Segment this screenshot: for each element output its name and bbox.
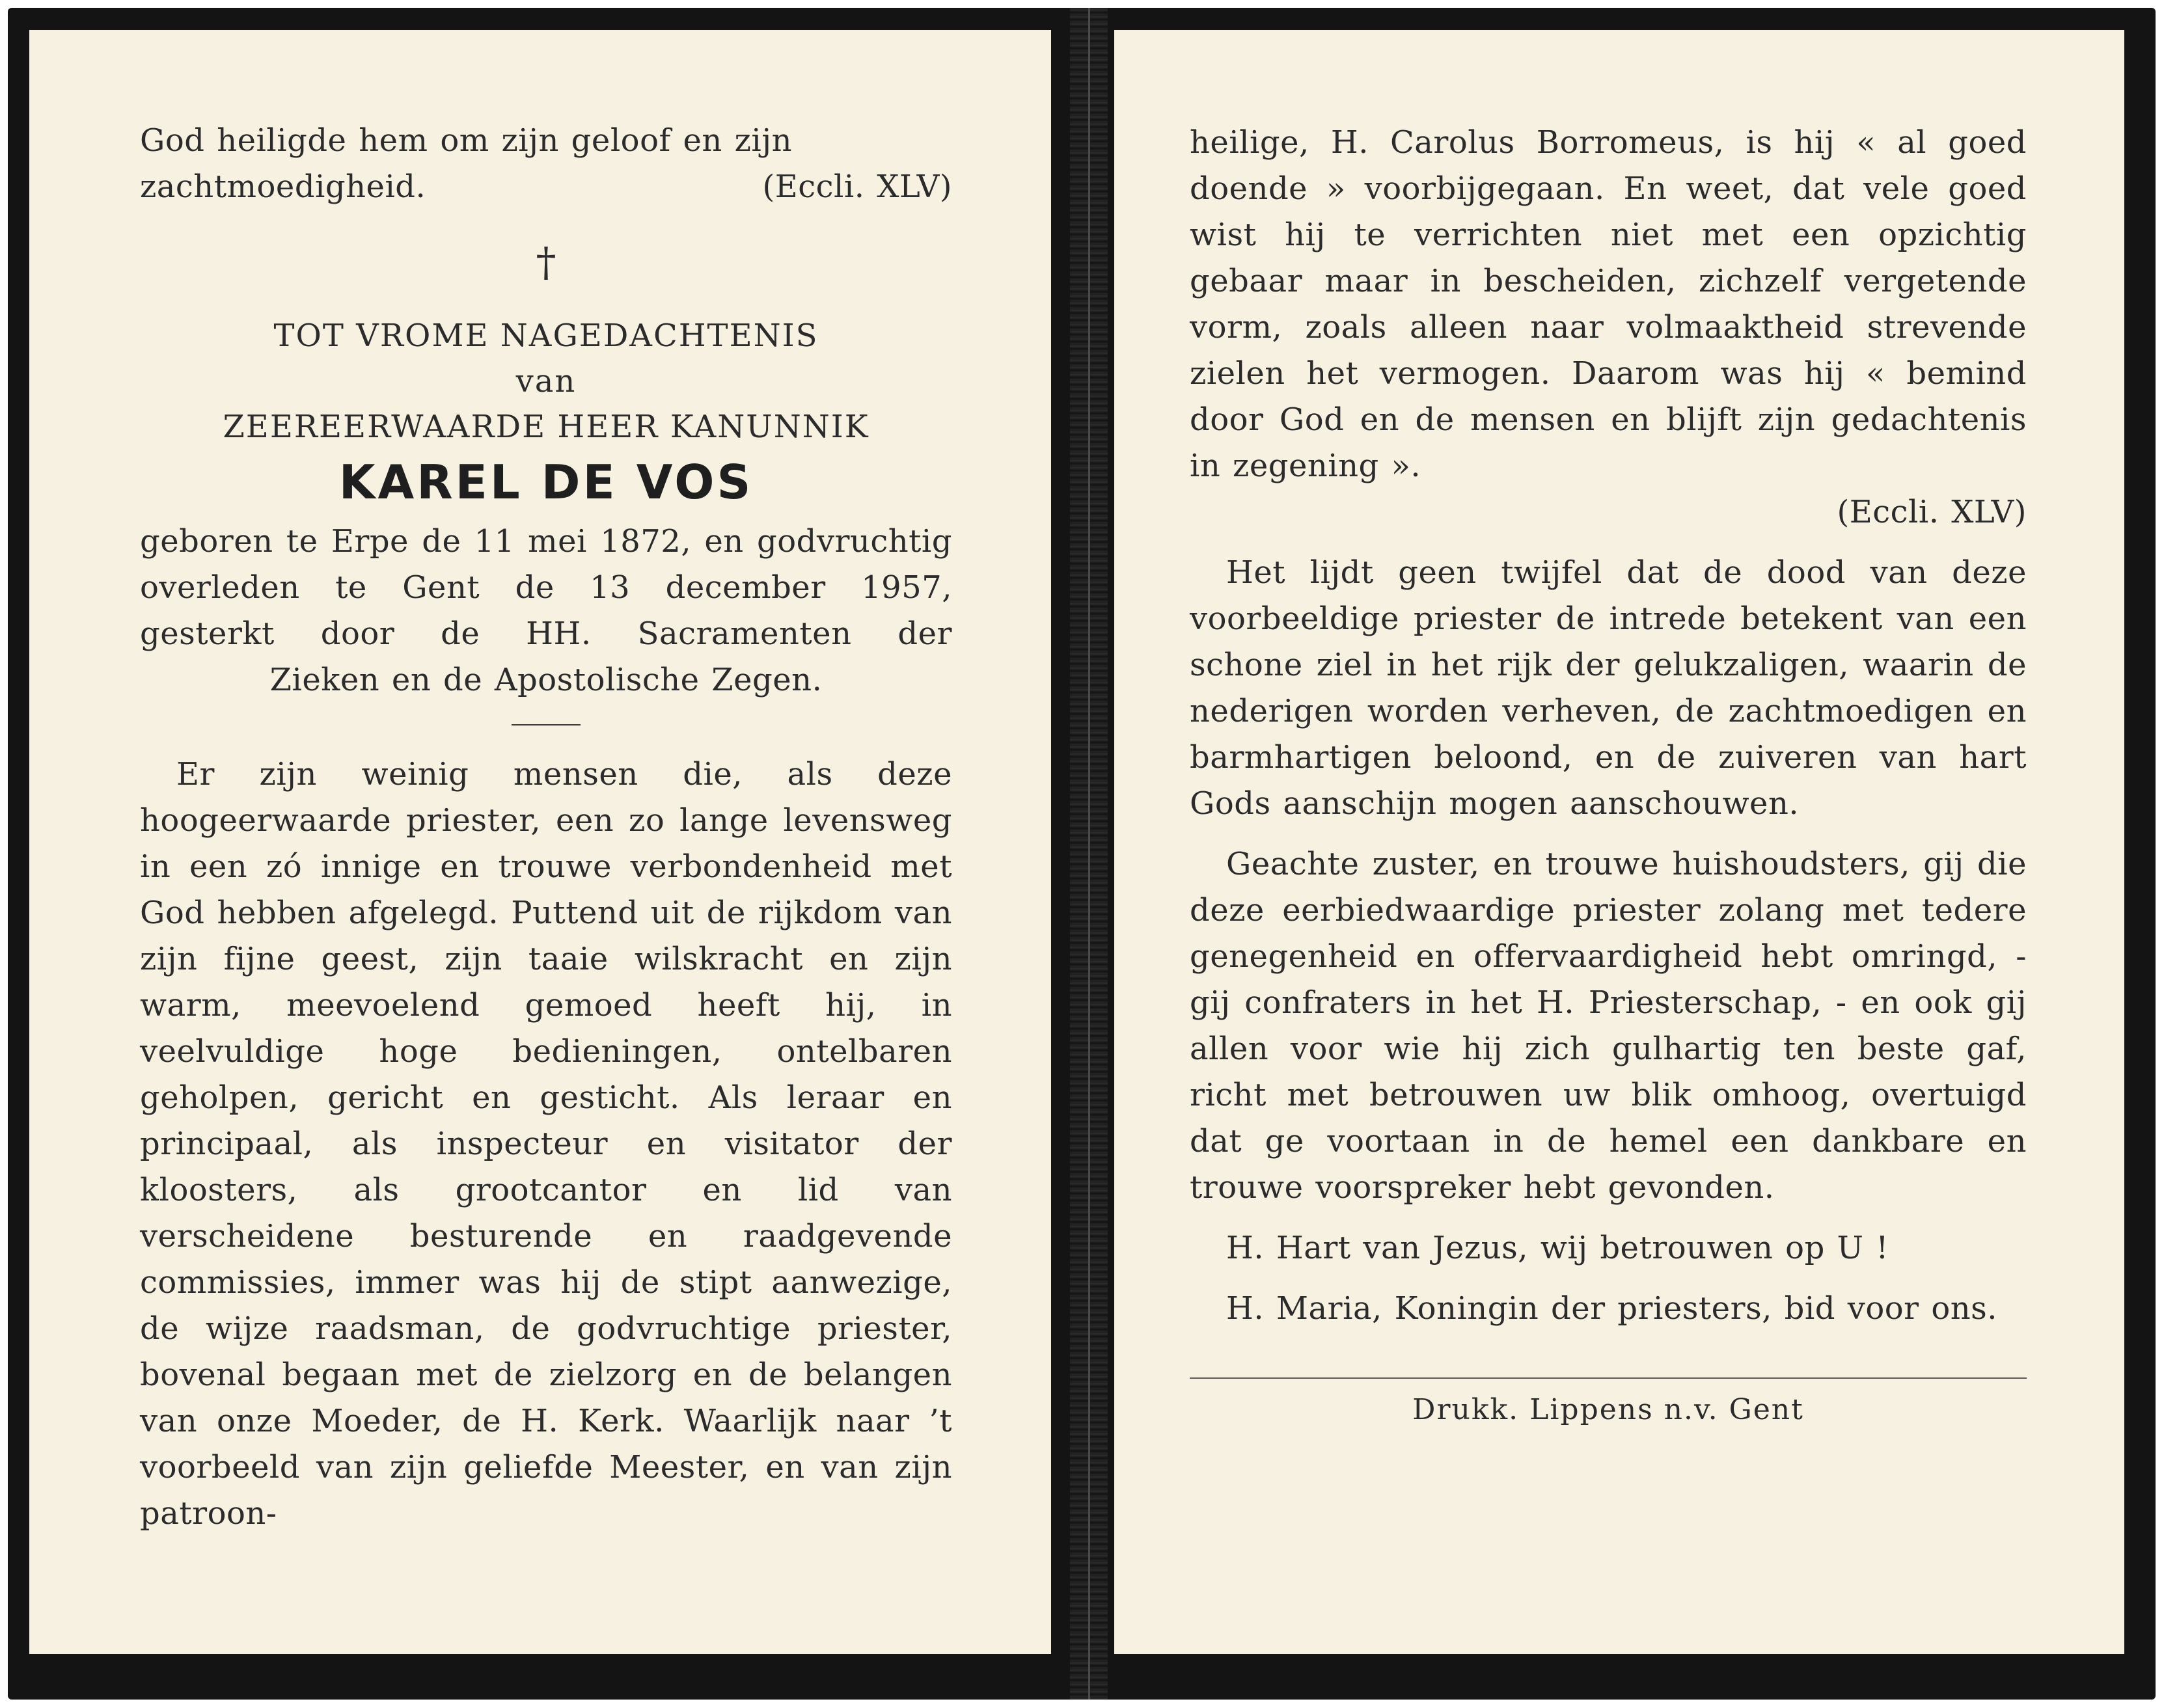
epigraph-line-1: God heiligde hem om zijn geloof en zijn [140, 122, 792, 159]
printer-credit: Drukk. Lippens n.v. Gent [1412, 1393, 1804, 1426]
tribute-paragraph-2: Het lijdt geen twijfel dat de dood van deze voorbeeldige priester de intrede betekent van een schone ziel in het rijk der gelukzaligen, waarin de nederigen worden verheven, de zachtmoedigen en barmhartigen beloond, en de zuiveren van hart Gods aanschijn mogen aanschouwen. [1190, 554, 2027, 822]
cross-icon: † [536, 238, 556, 286]
deceased-name: KAREL DE VOS [338, 455, 754, 509]
birth-death-last-line: Zieken en de Apostolische Zegen. [269, 662, 823, 698]
memorial-heading: TOT VROME NAGEDACHTENIS [273, 318, 819, 354]
memorial-van: van [515, 363, 577, 400]
section-divider [512, 724, 581, 725]
tribute-paragraph-3: Geachte zuster, en trouwe huishoudsters, gij die deze eerbiedwaardige priester zolang met tedere genegenheid en offervaardigheid hebt omringd, - gij confraters in het H. Priesterschap, - en ook gij allen voor wie hij zich gulhartig ten beste gaf, richt met betrouwen uw blik omhoog, overtuigd dat ge voortaan in de hemel een dankbare en trouwe voorspreker hebt gevonden. [1190, 846, 2027, 1206]
tribute-reference: (Eccli. XLV) [1837, 494, 2027, 530]
epigraph [140, 118, 952, 210]
epigraph-line-2: zachtmoedigheid. [140, 169, 426, 205]
left-panel [29, 30, 1051, 1654]
biography-paragraph: Er zijn weinig mensen die, als deze hoogeerwaarde priester, een zo lange levensweg in een zó innige en trouwe verbondenheid met God hebben afgelegd. Puttend uit de rijkdom van zijn fijne geest, zijn taaie wilskracht en zijn warm, meevoelend gemoed heeft hij, in veelvuldige hoge bedieningen, ontelbaren geholpen, gericht en gesticht. Als leraar en principaal, als inspecteur en visitator der kloosters, als grootcantor en lid van verscheidene besturende en raadgevende commissies, immer was hij de stipt aanwezige, de wijze raadsman, de godvruchtige priester, bovenal begaan met de zielzorg en de belangen van onze Moeder, de H. Kerk. Waarlijk naar ’t voorbeeld van zijn geliefde Meester, en van zijn patroon- [140, 756, 952, 1532]
tribute-paragraph-1: heilige, H. Carolus Borromeus, is hij « al goed doende » voorbijgegaan. En weet, dat vele goed wist hij te verrichten niet met een opzichtig gebaar maar in bescheiden, zichzelf vergetende vorm, zoals alleen naar volmaaktheid strevende zielen het vermogen. Daarom was hij « bemind door God en de mensen en blijft zijn gedachtenis in zegening ». [1190, 124, 2027, 484]
epigraph-reference: (Eccli. XLV) [762, 169, 952, 205]
memorial-title: ZEEREERWAARDE HEER KANUNNIK [223, 409, 870, 445]
prayer-mary: H. Maria, Koningin der priesters, bid voor ons. [1226, 1290, 1998, 1327]
prayer-sacred-heart: H. Hart van Jezus, wij betrouwen op U ! [1226, 1230, 1889, 1266]
birth-death-text: geboren te Erpe de 11 mei 1872, en godvruchtig overleden te Gent de 13 december 1957, gesterkt door de HH. Sacramenten der [140, 523, 952, 652]
epigraph-line-2-row [140, 164, 952, 210]
fold-crease [1088, 8, 1090, 1700]
right-panel [1114, 30, 2124, 1654]
printer-rule [1190, 1377, 2027, 1379]
